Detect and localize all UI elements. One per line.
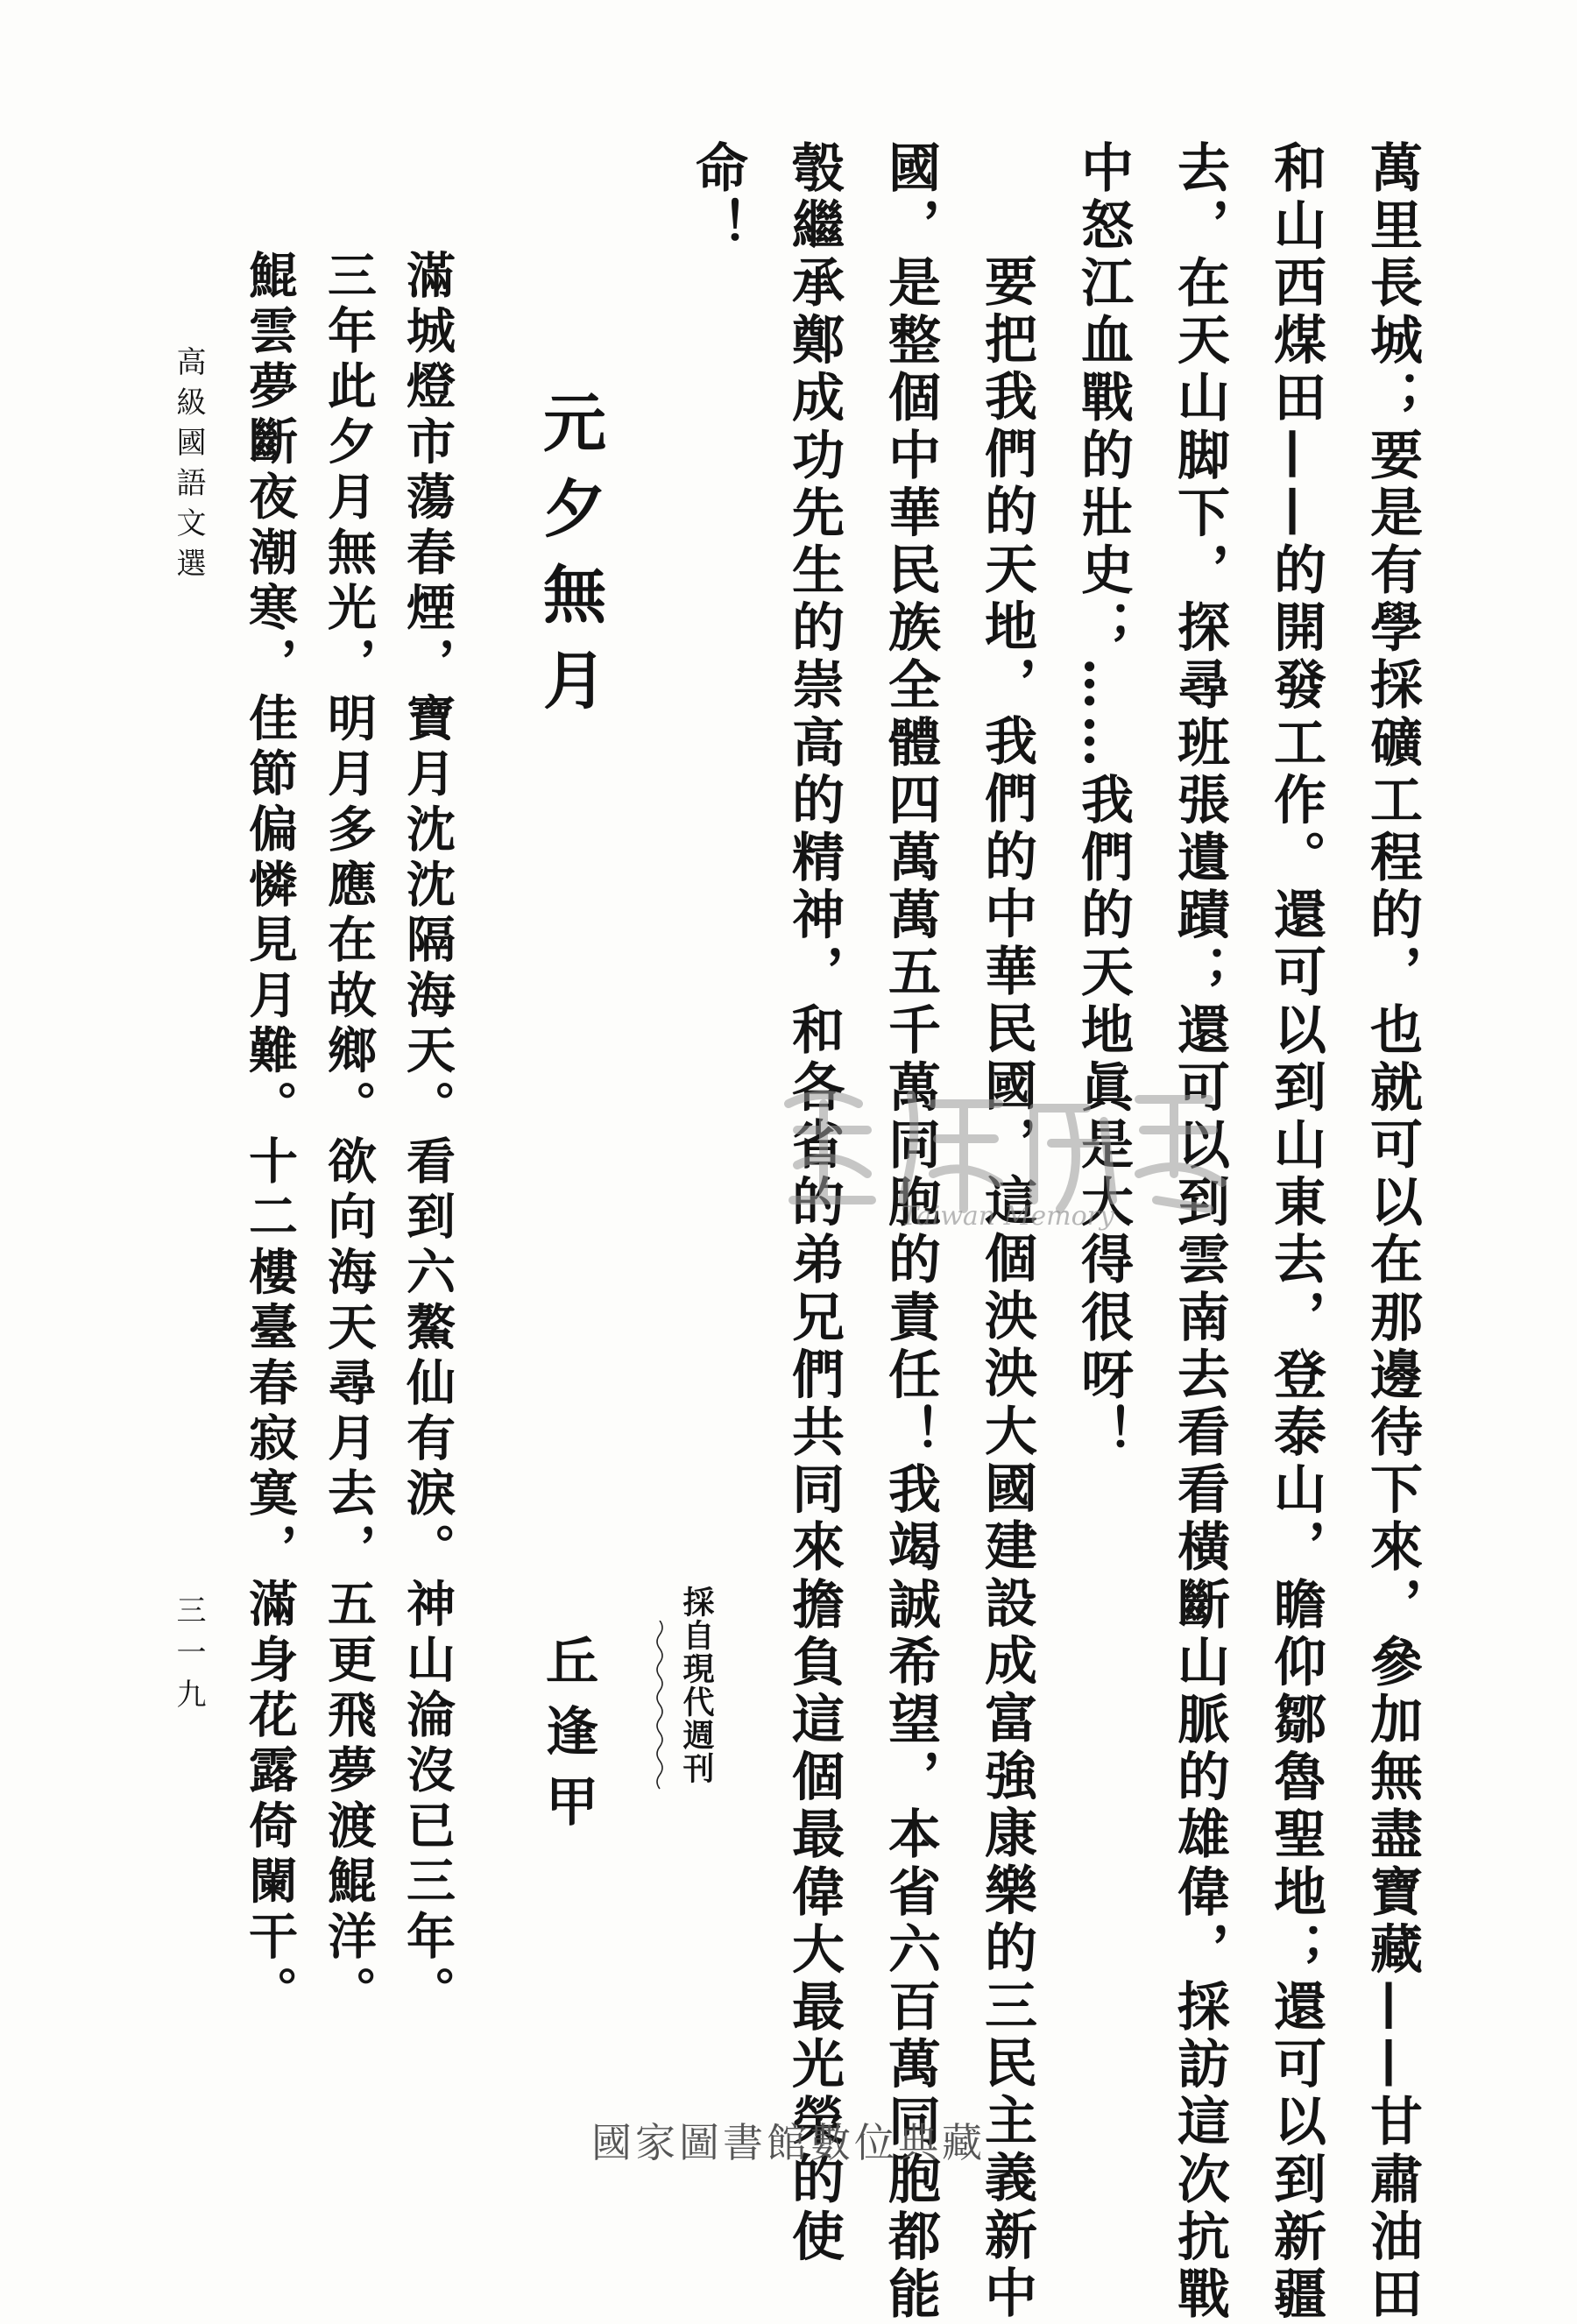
prose-column-5: 要把我們的天地，我們的中華民國，這個泱泱大國建設成富強康樂的三民主義新中 — [976, 254, 1037, 2323]
page-number: 三一九 — [171, 1594, 206, 1720]
source-wavy-underline — [654, 1621, 665, 1796]
footer-collection-label: 國家圖書館數位典藏 — [591, 2119, 986, 2166]
poem-line-2: 三年此夕月無光，明月多應在故鄉。欲向海天尋月去，五更飛夢渡鯤洋。 — [320, 250, 378, 2022]
prose-column-8: 命！ — [687, 140, 748, 256]
prose-column-1: 萬里長城；要是有學採礦工程的，也就可以在那邊待下來，參加無盡寶藏——甘肅油田 — [1361, 140, 1423, 2324]
poem-line-3: 鯤雲夢斷夜潮寒，佳節偏憐見月難。十二樓臺春寂寞，滿身花露倚闌干。 — [241, 250, 299, 2022]
source-citation: 採自現代週刊 — [678, 1586, 715, 1785]
prose-column-2: 和山西煤田——的開發工作。還可以到山東去，登泰山，瞻仰鄒魯聖地；還可以到新疆 — [1265, 140, 1326, 2324]
poem-author: 丘逢甲 — [537, 1634, 598, 1844]
poem-line-1: 滿城燈市蕩春煙，寶月沈沈隔海天。看到六鰲仙有淚。神山淪沒已三年。 — [399, 250, 456, 2022]
prose-column-6: 國，是整個中華民族全體四萬萬五千萬同胞的責任！我竭誠希望，本省六百萬同胞都能 — [880, 140, 941, 2324]
prose-column-7: 彀繼承鄭成功先生的崇高的精神，和各省的弟兄們共同來擔負這個最偉大最光榮的使 — [783, 140, 845, 2267]
running-head: 高級國語文選 — [171, 346, 206, 588]
prose-column-3: 去，在天山脚下，探尋班張遺蹟；還可以到雲南去看看橫斷山脈的雄偉，採訪這次抗戰 — [1169, 140, 1230, 2324]
taiwan-memory-watermark-logo — [771, 1069, 1244, 1235]
poem-title: 元夕無月 — [533, 390, 607, 733]
prose-column-4: 中怒江血戰的壯史；……我們的天地眞是大得很呀！ — [1072, 140, 1134, 1462]
watermark-subtext: Taiwan Memory — [901, 1201, 1114, 1232]
